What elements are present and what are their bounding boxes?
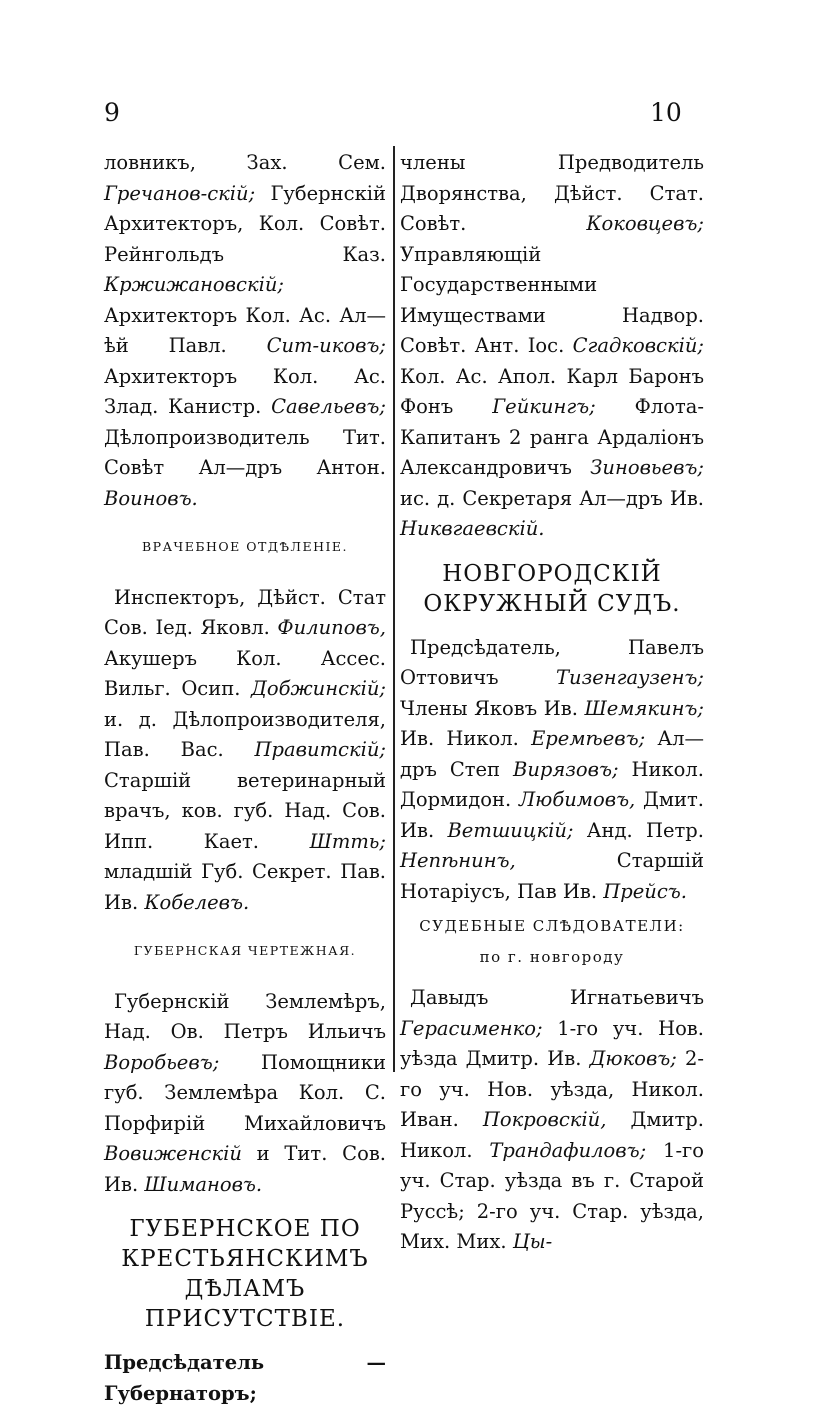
right-paragraph-1: члены Предводитель Дворянства, Дѣйст. Стат. Совѣт. Коковцевъ; Управляющій Государственными Имуществами Надвор. Совѣт. Ант. Іос. Сгадковскій; Кол. Ас. Апол. Карл Баронъ Фонъ Гейкингъ; Флота-Капитанъ 2 ранга Ардаліонъ Александровичъ Зиновьевъ; ис. д. Секретаря Ал—дръ Ив. Никвгаевскій.	[400, 151, 704, 540]
italic-name: Дюковъ;	[589, 1047, 677, 1070]
page-number-right: 10	[650, 98, 682, 127]
section-title-drafting: ГУБЕРНСКАЯ ЧЕРТЕЖНАЯ.	[133, 943, 357, 958]
section-title-district-court: НОВГОРОДСКІЙ ОКРУЖНЫЙ СУДЪ.	[423, 560, 681, 617]
italic-name: Гейкингъ;	[492, 395, 596, 418]
italic-name: Кобелевъ.	[144, 890, 250, 914]
italic-name: Трандафиловъ;	[489, 1138, 647, 1162]
italic-name: Шемякинъ;	[584, 696, 704, 720]
left-paragraph-4: Предсѣдатель — Губернаторъ;	[104, 1351, 386, 1405]
italic-name: Сгадковскій;	[572, 334, 704, 357]
italic-name: Герасименко;	[400, 1016, 543, 1040]
left-column	[104, 148, 386, 1409]
italic-name: Филиповъ,	[277, 616, 386, 639]
italic-name: Шимановъ.	[144, 1172, 263, 1196]
italic-name: Правитскій;	[254, 738, 386, 761]
italic-name: Никвгаевскій.	[400, 517, 545, 540]
italic-name: Ветшицкій;	[447, 818, 574, 842]
italic-name: Кржижановскій;	[104, 273, 284, 296]
italic-name: Покровскій,	[482, 1108, 607, 1131]
left-paragraph-2: Инспекторъ, Дѣйст. Стат Сов. Іед. Яковл. Филиповъ, Акушеръ Кол. Ассес. Вильг. Осип. Добжинскій; и. д. Дѣлопроизводителя, Пав. Вас. Правитскій; Старшій ветеринарный врачъ, ков. губ. Над. Сов. Ипп. Кает. Штть; младшій Губ. Секрет. Пав. Ив. Кобелевъ.	[104, 585, 386, 914]
section-subtitle-city: по г. новгороду	[479, 948, 625, 966]
column-divider	[393, 146, 395, 1072]
italic-name: Зиновьевъ;	[590, 456, 704, 479]
italic-name: Савельевъ;	[271, 395, 386, 418]
italic-name: Прейсъ.	[603, 879, 687, 903]
italic-name: скій;	[207, 181, 256, 205]
italic-name: Цы-	[512, 1230, 553, 1253]
italic-name: Непѣнинъ,	[400, 849, 516, 872]
left-paragraph-3: Губернскій Землемѣръ, Над. Ов. Петръ Ильичъ Воробьевъ; Помощники губ. Землемѣра Кол. С. Порфирій Михайловичъ Вовиженскій и Тит. Сов. Ив. Шимановъ.	[104, 989, 386, 1196]
page-number-left: 9	[104, 98, 120, 127]
left-paragraph-1: ловникъ, Зах. Сем. Гречанов-скій; Губернскій Архитекторъ, Кол. Совѣт. Рейнгольдъ Каз. Кржижановскій; Архитекторъ Кол. Ас. Ал—ѣй Павл. Сит-иковъ; Архитекторъ Кол. Ас. Злад. Канистр. Савельевъ; Дѣлопроизводитель Тит. Совѣт Ал—дръ Антон. Воиновъ.	[104, 151, 386, 510]
right-column	[400, 148, 704, 1258]
italic-name: Воробьевъ;	[104, 1050, 220, 1074]
section-title-peasant-affairs: ГУБЕРНСКОЕ ПО КРЕСТЬЯНСКИМЪ ДѢЛАМЪ ПРИСУТСТВІЕ.	[121, 1216, 369, 1332]
section-title-medical: ВРАЧЕБНОЕ ОТДѢЛЕНІЕ.	[141, 539, 349, 554]
italic-name: Любимовъ,	[518, 788, 636, 811]
italic-name: Гречанов-	[104, 181, 208, 205]
italic-name: Сит-иковъ;	[266, 334, 386, 357]
italic-name: Еремѣевъ;	[531, 727, 646, 750]
italic-name: Вирязовъ;	[512, 757, 619, 781]
right-paragraph-2: Предсѣдатель, Павелъ Оттовичъ Тизенгаузенъ; Члены Яковъ Ив. Шемякинъ; Ив. Никол. Еремѣевъ; Ал—дръ Степ Вирязовъ; Никол. Дормидон. Любимовъ, Дмит. Ив. Ветшицкій; Анд. Петр. Непѣнинъ, Старшій Нотаріусъ, Пав Ив. Прейсъ.	[400, 635, 704, 903]
italic-name: Добжинскій;	[251, 677, 386, 700]
italic-name: Штть;	[309, 829, 386, 853]
right-paragraph-3: Давыдъ Игнатьевичъ Герасименко; 1-го уч. Нов. уѣзда Дмитр. Ив. Дюковъ; 2-го уч. Нов. уѣзда, Никол. Иван. Покровскій, Дмитр. Никол. Трандафиловъ; 1-го уч. Стар. уѣзда въ г. Старой Руссѣ; 2-го уч. Стар. уѣзда, Мих. Мих. Цы-	[400, 986, 704, 1253]
italic-name: Коковцевъ;	[586, 212, 704, 235]
italic-name: Вовиженскій	[104, 1142, 242, 1165]
italic-name: Воиновъ.	[104, 486, 198, 510]
section-title-investigators: СУДЕБНЫЕ СЛѢДОВАТЕЛИ:	[419, 917, 685, 935]
italic-name: Тизенгаузенъ;	[556, 666, 704, 689]
